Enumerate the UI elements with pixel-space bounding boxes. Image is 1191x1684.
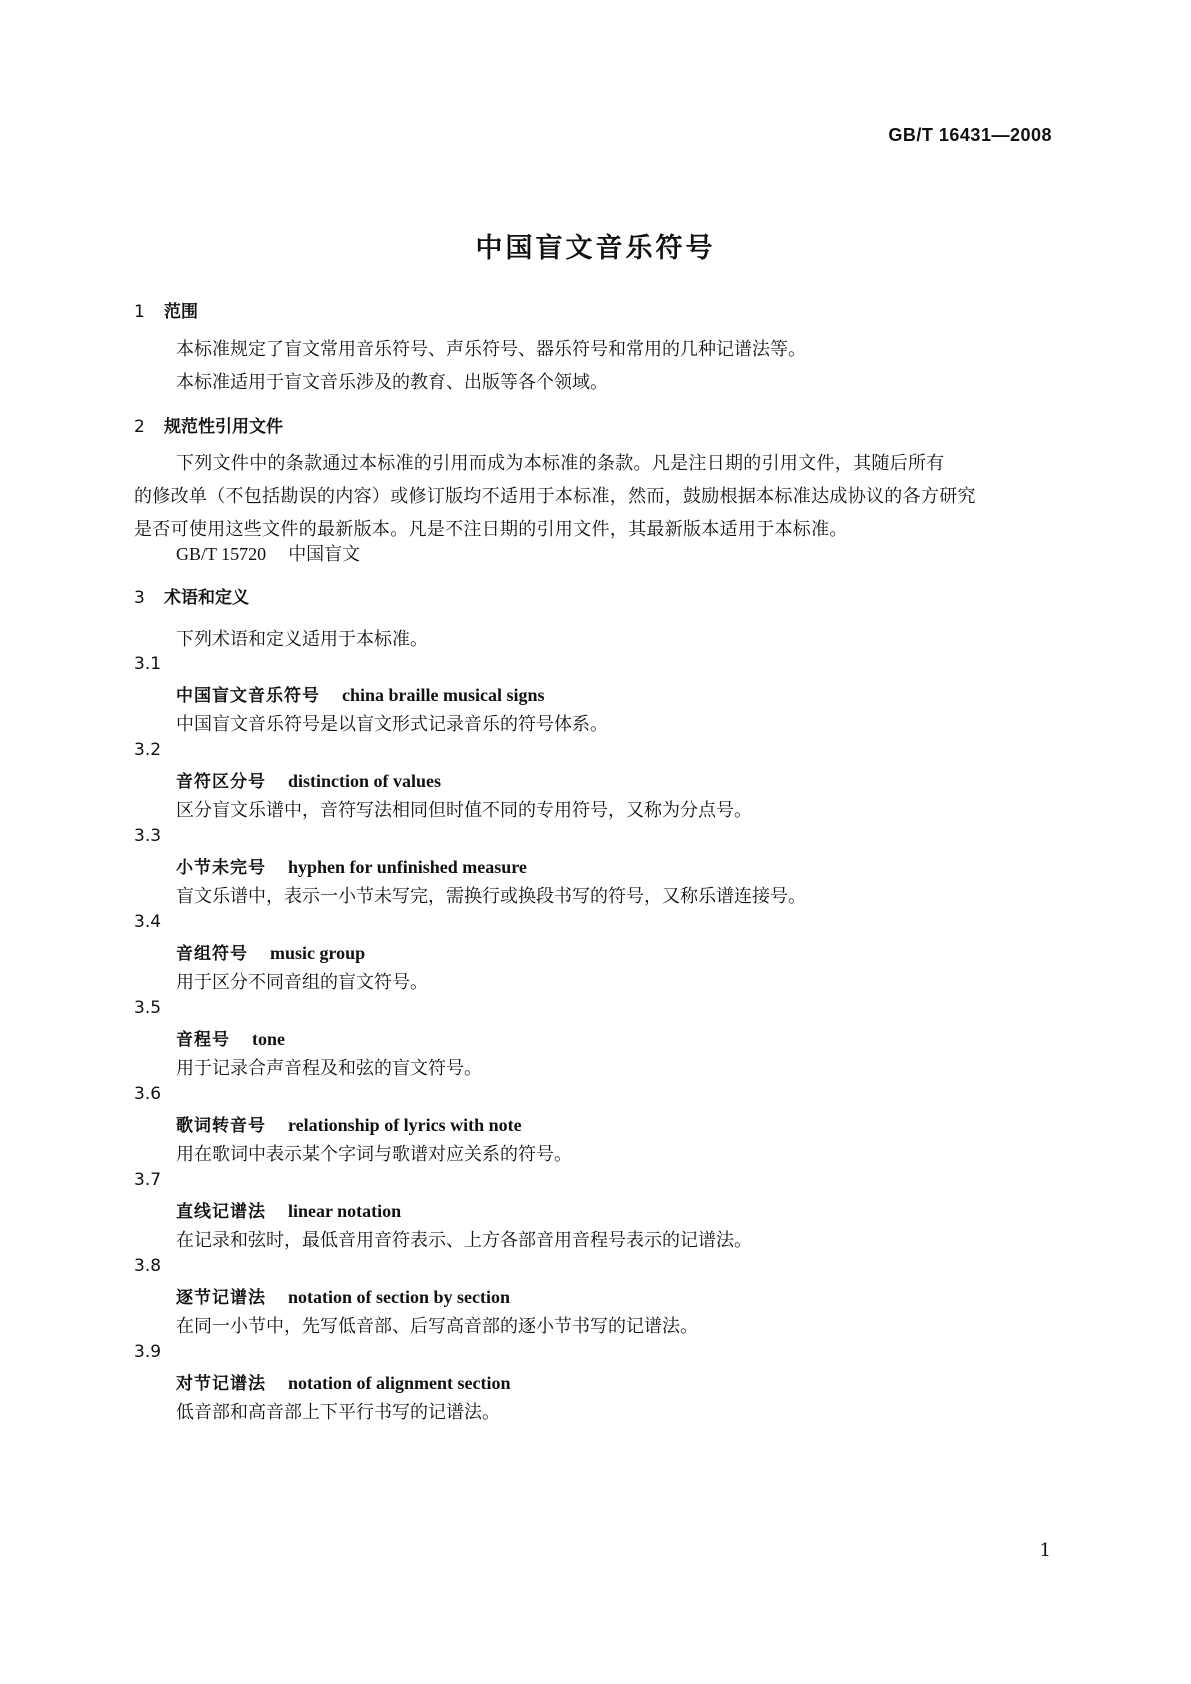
term-zh: 音符区分号 <box>176 772 266 792</box>
term-en: tone <box>252 1029 285 1049</box>
term-number: 3.5 <box>134 998 162 1018</box>
term-number: 3.3 <box>134 826 162 846</box>
section-title: 范围 <box>164 302 198 322</box>
term-zh: 音组符号 <box>176 944 248 964</box>
term-number: 3.1 <box>134 654 162 674</box>
term-number: 3.2 <box>134 740 162 760</box>
term-number: 3.4 <box>134 912 162 932</box>
term-en: linear notation <box>288 1201 402 1221</box>
paragraph-line: 本标准规定了盲文常用音乐符号、声乐符号、器乐符号和常用的几种记谱法等。 <box>176 339 806 360</box>
section-scope-body <box>134 333 1059 399</box>
document-title: 中国盲文音乐符号 <box>475 233 716 264</box>
section-heading-normative-references <box>134 412 283 437</box>
term-definition: 在记录和弦时，最低音用音符表示、上方各部音用音程号表示的记谱法。 <box>176 1230 752 1251</box>
term-heading <box>176 1283 510 1308</box>
term-zh: 中国盲文音乐符号 <box>176 686 320 706</box>
section-title: 规范性引用文件 <box>164 417 283 437</box>
term-zh: 逐节记谱法 <box>176 1288 266 1308</box>
term-heading <box>176 767 441 792</box>
section-number: 2 <box>134 417 145 437</box>
terms-intro: 下列术语和定义适用于本标准。 <box>176 629 428 650</box>
term-zh: 直线记谱法 <box>176 1202 266 1222</box>
term-definition: 用于记录合声音程及和弦的盲文符号。 <box>176 1058 482 1079</box>
term-en: distinction of values <box>288 771 442 791</box>
term-en: relationship of lyrics with note <box>288 1115 522 1135</box>
term-en: notation of alignment section <box>288 1373 511 1393</box>
term-heading <box>176 1025 285 1050</box>
paragraph-line: 本标准适用于盲文音乐涉及的教育、出版等各个领域。 <box>176 372 608 393</box>
term-definition: 低音部和高音部上下平行书写的记谱法。 <box>176 1402 500 1423</box>
term-en: china braille musical signs <box>342 685 545 705</box>
reference-name: 中国盲文 <box>288 544 361 565</box>
term-definition: 区分盲文乐谱中，音符写法相同但时值不同的专用符号，又称为分点号。 <box>176 800 752 821</box>
term-heading <box>176 1197 401 1222</box>
paragraph-line: 的修改单（不包括勘误的内容）或修订版均不适用于本标准，然而，鼓励根据本标准达成协议的各方研究 <box>134 486 976 507</box>
section-number: 1 <box>134 302 145 322</box>
reference-code: GB/T 15720 <box>176 544 267 564</box>
term-zh: 小节未完号 <box>176 858 266 878</box>
term-heading <box>176 681 545 706</box>
term-heading <box>176 1111 522 1136</box>
paragraph-line: 是否可使用这些文件的最新版本。凡是不注日期的引用文件，其最新版本适用于本标准。 <box>134 519 848 540</box>
term-number: 3.9 <box>134 1342 162 1362</box>
section-title: 术语和定义 <box>164 588 249 608</box>
term-definition: 用于区分不同音组的盲文符号。 <box>176 972 428 993</box>
term-heading <box>176 1369 511 1394</box>
term-heading <box>176 939 365 964</box>
term-definition: 中国盲文音乐符号是以盲文形式记录音乐的符号体系。 <box>176 714 608 735</box>
term-zh: 音程号 <box>176 1030 230 1050</box>
section-heading-terms <box>134 583 249 608</box>
term-definition: 在同一小节中，先写低音部、后写高音部的逐小节书写的记谱法。 <box>176 1316 698 1337</box>
term-heading <box>176 853 527 878</box>
section-references-body <box>134 447 1059 546</box>
section-heading-scope <box>134 297 198 322</box>
term-en: music group <box>270 943 366 963</box>
term-zh: 对节记谱法 <box>176 1374 266 1394</box>
term-number: 3.6 <box>134 1084 162 1104</box>
term-zh: 歌词转音号 <box>176 1116 266 1136</box>
term-number: 3.8 <box>134 1256 162 1276</box>
section-number: 3 <box>134 588 145 608</box>
term-en: hyphen for unfinished measure <box>288 857 527 877</box>
term-number: 3.7 <box>134 1170 162 1190</box>
reference-item <box>176 540 360 566</box>
paragraph-line: 下列文件中的条款通过本标准的引用而成为本标准的条款。凡是注日期的引用文件，其随后所有 <box>176 453 945 474</box>
standard-code: GB/T 16431—2008 <box>888 125 1052 145</box>
term-definition: 盲文乐谱中，表示一小节未写完，需换行或换段书写的符号，又称乐谱连接号。 <box>176 886 806 907</box>
term-definition: 用在歌词中表示某个字词与歌谱对应关系的符号。 <box>176 1144 572 1165</box>
page-number: 1 <box>1039 1540 1051 1561</box>
term-en: notation of section by section <box>288 1287 510 1307</box>
